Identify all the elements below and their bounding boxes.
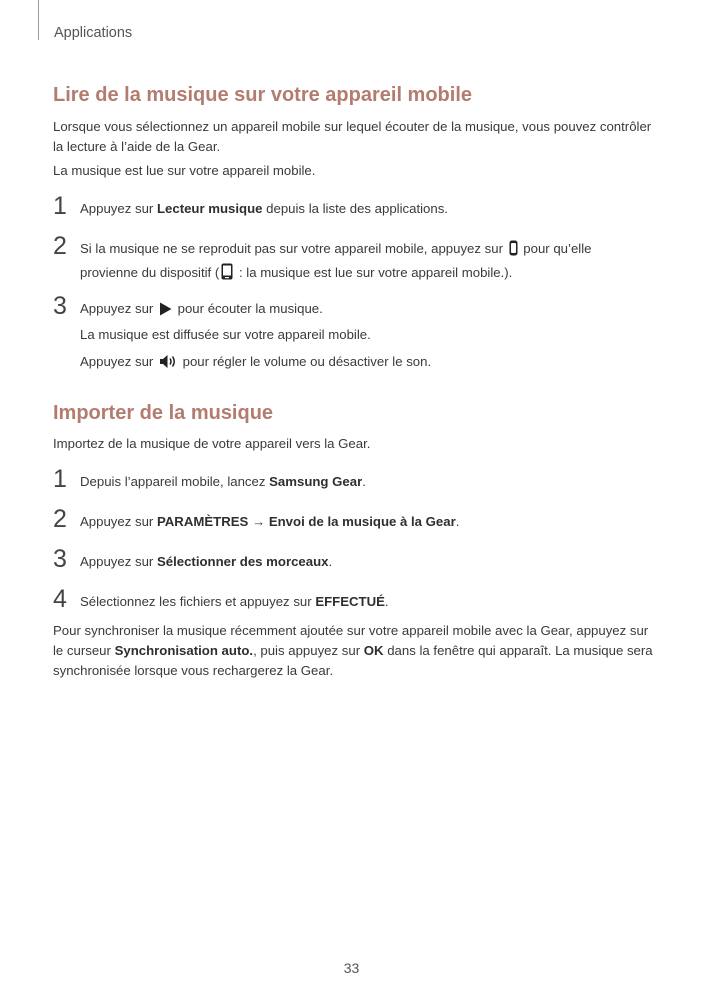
button-name: OK (363, 643, 384, 658)
step-text: Appuyez sur pour écouter la musique. (80, 298, 670, 322)
step-number: 4 (53, 585, 67, 613)
step-number: 3 (53, 545, 67, 573)
page-number: 33 (343, 960, 360, 976)
section-title-play-music: Lire de la musique sur votre appareil mobile (53, 84, 473, 106)
menu-name: PARAMÈTRES (156, 514, 249, 529)
step-number: 3 (53, 292, 67, 320)
step-text: Appuyez sur Sélectionner des morceaux. (80, 554, 333, 569)
step-number: 1 (53, 192, 67, 220)
step-number: 2 (53, 232, 67, 260)
app-name: Samsung Gear (269, 474, 363, 489)
step-text: Sélectionnez les fichiers et appuyez sur EFFECTUÉ. (80, 594, 389, 609)
button-name: EFFECTUÉ (315, 594, 385, 609)
section2-intro: Importez de la musique de votre appareil vers la Gear. (53, 436, 371, 451)
section-title-import-music: Importer de la musique (53, 402, 274, 424)
step-text: Appuyez sur Lecteur musique depuis la liste des applications. (80, 201, 448, 216)
menu-option: Envoi de la musique à la Gear (268, 514, 456, 529)
setting-name: Synchronisation auto. (114, 643, 254, 658)
play-icon (159, 301, 172, 322)
section1-intro: Lorsque vous sélectionnez un appareil mobile sur lequel écouter de la musique, vous pouvez contrôler la lecture à l’aide de la Gear. (53, 119, 652, 154)
header-divider (38, 0, 39, 40)
step-number: 1 (53, 465, 67, 493)
watch-icon (509, 240, 518, 262)
section1-intro-2: La musique est lue sur votre appareil mobile. (53, 163, 316, 178)
phone-icon (221, 263, 233, 286)
step-3-volume-note: Appuyez sur pour régler le volume ou désactiver le son. (80, 354, 431, 372)
chapter-title: Applications (54, 25, 133, 41)
sync-note: Pour synchroniser la musique récemment ajoutée sur votre appareil mobile avec la Gear, appuyez sur le curseur Synchronisation auto., puis appuyez sur OK dans la fenêtre qui apparaît. La musique sera synchronisée lorsque vous rechargerez la Gear. (53, 623, 653, 678)
menu-option: Sélectionner des morceaux (156, 554, 329, 569)
volume-icon (159, 354, 177, 372)
step-3-note: La musique est diffusée sur votre appareil mobile. (80, 327, 371, 342)
step-text: Si la musique ne se reproduit pas sur votre appareil mobile, appuyez sur pour qu’elle provienne du dispositif ( : la musique est lue sur votre appareil mobile.). (80, 238, 670, 286)
step-text: Appuyez sur PARAMÈTRES → Envoi de la musique à la Gear. (80, 514, 460, 529)
step-number: 2 (53, 505, 67, 533)
menu-name: Lecteur musique (156, 201, 263, 216)
step-text: Depuis l’appareil mobile, lancez Samsung Gear. (80, 474, 366, 489)
